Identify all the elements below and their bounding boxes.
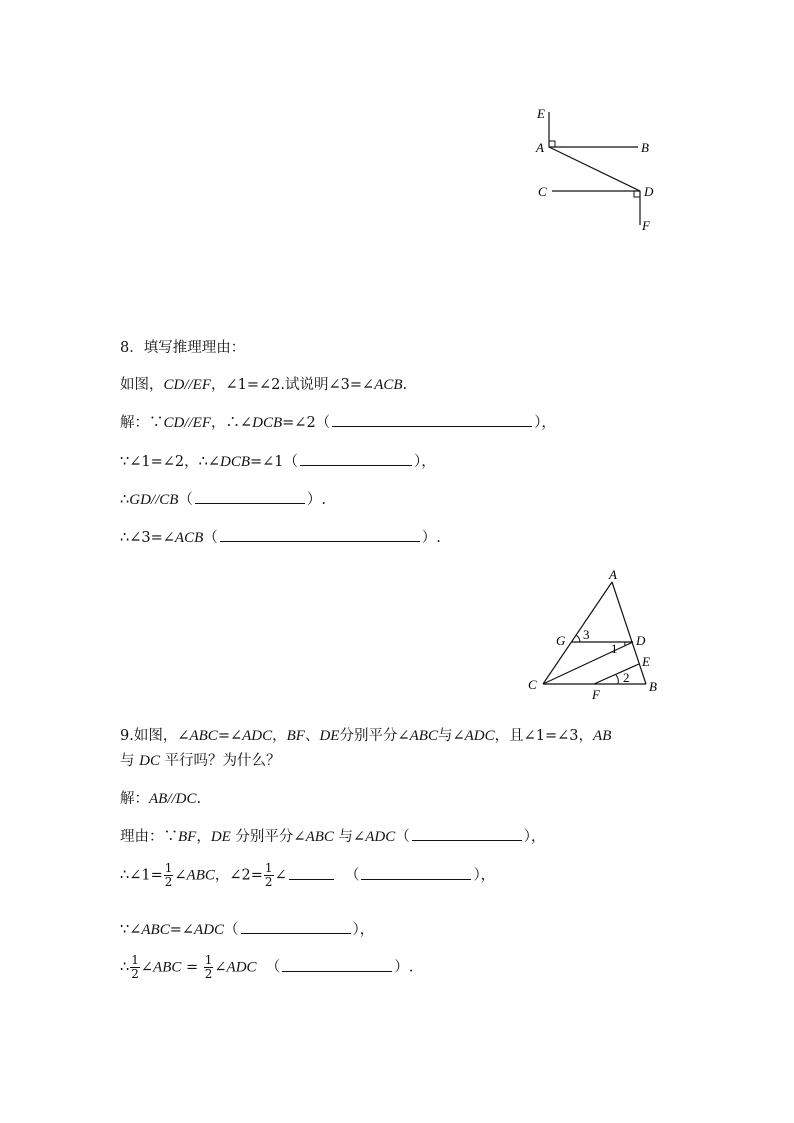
fraction-half: $\frac{1}{2}$ — [164, 861, 173, 889]
label-angle-1: 1 — [611, 641, 618, 656]
answer-blank[interactable] — [195, 491, 305, 504]
q9-stem-line-2: 与 DC 平行吗？为什么？ — [120, 753, 281, 769]
label-angle-2: 2 — [623, 670, 630, 685]
answer-blank[interactable] — [241, 921, 351, 934]
label-B: B — [641, 140, 649, 155]
answer-blank[interactable] — [220, 529, 420, 542]
q9-reason: 理由：∵BF，DE 分别平分∠ABC 与∠ADC（ ）， — [120, 829, 546, 845]
q8-step-2: ∵∠1=∠2，∴∠DCB=∠1（ ）， — [120, 454, 436, 470]
right-angle-mark-D — [634, 191, 640, 197]
q8-step-1: 解：∵CD//EF，∴∠DCB=∠2（ ）， — [120, 415, 556, 431]
label-C: C — [528, 677, 537, 692]
right-angle-mark-A — [549, 141, 555, 147]
answer-blank[interactable] — [361, 867, 471, 880]
answer-blank[interactable] — [282, 959, 392, 972]
label-A: A — [536, 140, 544, 155]
answer-blank[interactable] — [332, 414, 532, 427]
fraction-half: $\frac{1}{2}$ — [204, 953, 213, 981]
label-C: C — [538, 184, 547, 199]
angle-arc-3 — [576, 635, 580, 642]
label-E: E — [642, 654, 650, 669]
answer-blank[interactable] — [289, 867, 334, 880]
fraction-half: $\frac{1}{2}$ — [131, 953, 139, 981]
figure-1-diagram — [530, 100, 660, 240]
q9-step-3: ∴ $\frac{1}{2}$ ∠ABC = $\frac{1}{2}$ ∠ADC （ ）. — [120, 953, 414, 981]
answer-blank[interactable] — [300, 453, 412, 466]
q9-step-1: ∴∠1= $\frac{1}{2}$ ∠ABC，∠2= $\frac{1}{2}$ ∠ （ ）， — [120, 861, 496, 889]
figure-2-diagram — [522, 568, 667, 700]
segment-AD — [549, 147, 640, 191]
label-A: A — [609, 568, 617, 582]
q8-stem: 如图，CD//EF，∠1=∠2.试说明∠3=∠ACB. — [120, 377, 408, 393]
q9-answer: 解：AB//DC. — [120, 791, 202, 807]
label-D: D — [644, 184, 654, 199]
angle-arc-2 — [616, 675, 618, 684]
label-G: G — [556, 633, 566, 648]
segment-FE — [594, 664, 639, 684]
q9-step-2: ∵∠ABC=∠ADC（ ）， — [120, 922, 375, 938]
label-E: E — [537, 106, 545, 121]
q8-title: 8．填写推理理由： — [120, 340, 246, 356]
answer-blank[interactable] — [412, 828, 522, 841]
label-angle-3: 3 — [583, 627, 590, 642]
label-D: D — [636, 633, 646, 648]
q8-step-4: ∴∠3=∠ACB（ ）. — [120, 530, 441, 546]
label-F: F — [642, 218, 650, 233]
segment-AC — [543, 582, 612, 684]
q9-stem-line-1: 9.如图，∠ABC=∠ADC，BF、DE分别平分∠ABC与∠ADC，且∠1=∠3，AB — [120, 728, 612, 744]
label-B: B — [649, 679, 657, 694]
q8-step-3: ∴GD//CB（ ）. — [120, 492, 327, 508]
fraction-half: $\frac{1}{2}$ — [264, 861, 273, 889]
label-F: F — [592, 687, 600, 700]
